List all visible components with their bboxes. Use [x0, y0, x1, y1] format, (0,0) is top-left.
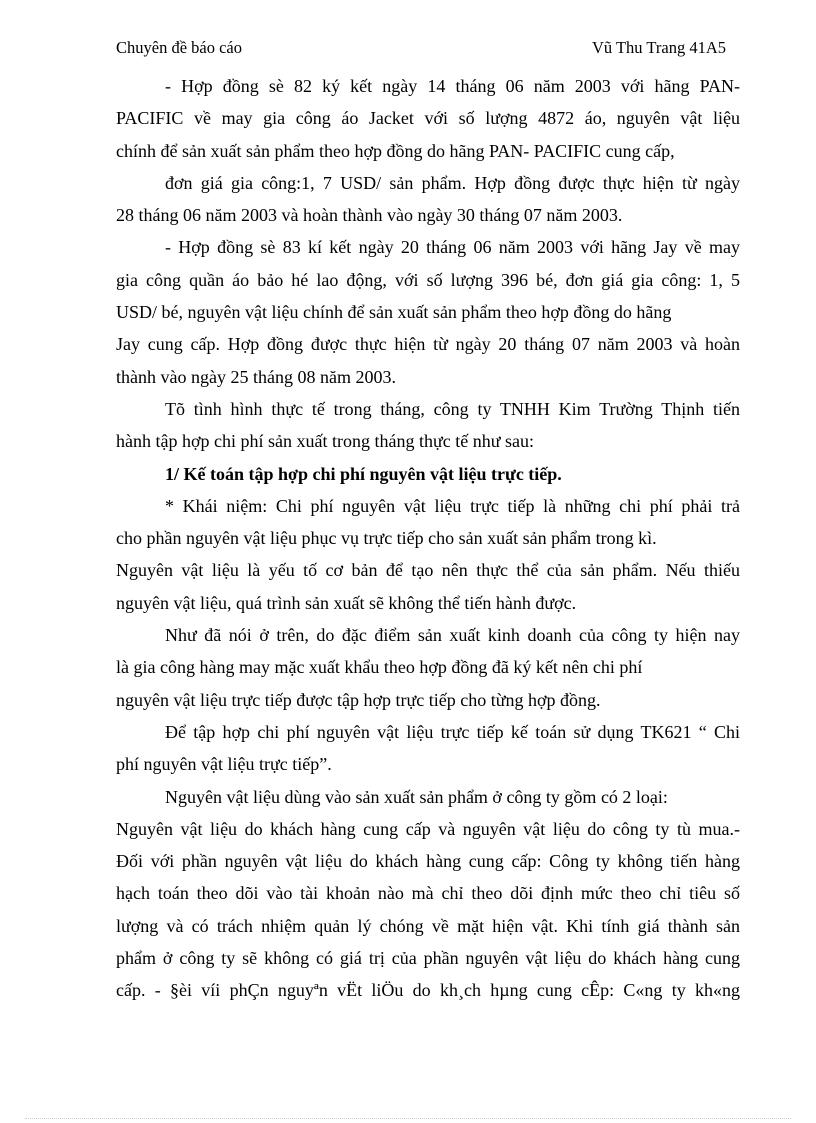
header-left-title: Chuyên đề báo cáo [116, 38, 242, 57]
header-right-author: Vũ Thu Trang 41A5 [591, 38, 726, 57]
document-body [116, 70, 740, 1007]
text-line: nguyên vật liệu, quá trình sản xuất sẽ không thể tiến hành được. [116, 592, 577, 613]
text-line: gia công quần áo bảo hé lao động, với số lượng 396 bé, đơn giá gia công: 1, 5 [116, 269, 740, 290]
text-line: thành vào ngày 25 tháng 08 năm 2003. [116, 366, 396, 387]
text-line: 28 tháng 06 năm 2003 và hoàn thành vào ngày 30 tháng 07 năm 2003. [116, 205, 623, 226]
section-heading: 1/ Kế toán tập hợp chi phí nguyên vật liệu trực tiếp. [165, 463, 562, 484]
text-line: cấp. - §èi víi phÇn nguyªn vËt liÖu do kh¸ch hµng cung cÊp: C«ng ty kh«ng [116, 980, 740, 1001]
text-line: Như đã nói ở trên, do đặc điểm sản xuất kinh doanh của công ty hiện nay [165, 625, 740, 646]
text-line: Nguyên vật liệu do khách hàng cung cấp và nguyên vật liệu do công ty tù mua.- [116, 818, 740, 839]
text-line: phẩm ở công ty sẽ không có giá trị của phần nguyên vật liệu do khách hàng cung [116, 948, 740, 969]
text-line: hạch toán theo dõi vào tài khoản nào mà chỉ theo dõi định mức theo chỉ tiêu số [116, 883, 740, 904]
text-line: cho phần nguyên vật liệu phục vụ trực tiếp cho sản xuất sản phẩm trong kì. [116, 528, 657, 549]
text-line: nguyên vật liệu trực tiếp được tập hợp trực tiếp cho từng hợp đồng. [116, 689, 601, 710]
text-line: lượng và có trách nhiệm quản lý chóng về mặt hiện vật. Khi tính giá thành sản [116, 915, 740, 936]
text-line: Để tập hợp chi phí nguyên vật liệu trực tiếp kế toán sử dụng TK621 “ Chi [165, 721, 740, 742]
page-header [116, 38, 726, 62]
text-line: PACIFIC về may gia công áo Jacket với số lượng 4872 áo, nguyên vật liệu [116, 108, 740, 129]
text-line: Nguyên vật liệu là yếu tố cơ bản để tạo nên thực thể của sản phẩm. Nếu thiếu [116, 560, 740, 581]
text-line: Đối với phần nguyên vật liệu do khách hàng cung cấp: Công ty không tiến hàng [116, 851, 740, 872]
text-line: Jay cung cấp. Hợp đồng được thực hiện từ ngày 20 tháng 07 năm 2003 và hoàn [116, 334, 740, 355]
text-line: chính để sản xuất sản phẩm theo hợp đồng do hãng PAN- PACIFIC cung cấp, [116, 140, 675, 161]
text-line: * Khái niệm: Chi phí nguyên vật liệu trực tiếp là những chi phí phải trả [165, 495, 740, 516]
text-line: phí nguyên vật liệu trực tiếp”. [116, 754, 332, 775]
text-line: Nguyên vật liệu dùng vào sản xuất sản phẩm ở công ty gồm có 2 loại: [165, 786, 668, 807]
text-line: là gia công hàng may mặc xuất khẩu theo hợp đồng đã ký kết nên chi phí [116, 657, 643, 678]
text-line: USD/ bé, nguyên vật liệu chính để sản xuất sản phẩm theo hợp đồng do hãng [116, 302, 672, 323]
text-line: đơn giá gia công:1, 7 USD/ sản phẩm. Hợp đồng được thực hiện từ ngày [165, 172, 740, 193]
page-bottom-border [25, 1118, 791, 1119]
text-line: Tõ tình hình thực tế trong tháng, công ty TNHH Kim Trường Thịnh tiến [165, 398, 740, 419]
text-line: - Hợp đồng sè 83 kí kết ngày 20 tháng 06 năm 2003 với hãng Jay về may [165, 237, 740, 258]
text-line: hành tập hợp chi phí sản xuất trong tháng thực tế như sau: [116, 431, 534, 452]
text-line: - Hợp đồng sè 82 ký kết ngày 14 tháng 06 năm 2003 với hãng PAN- [165, 76, 740, 96]
